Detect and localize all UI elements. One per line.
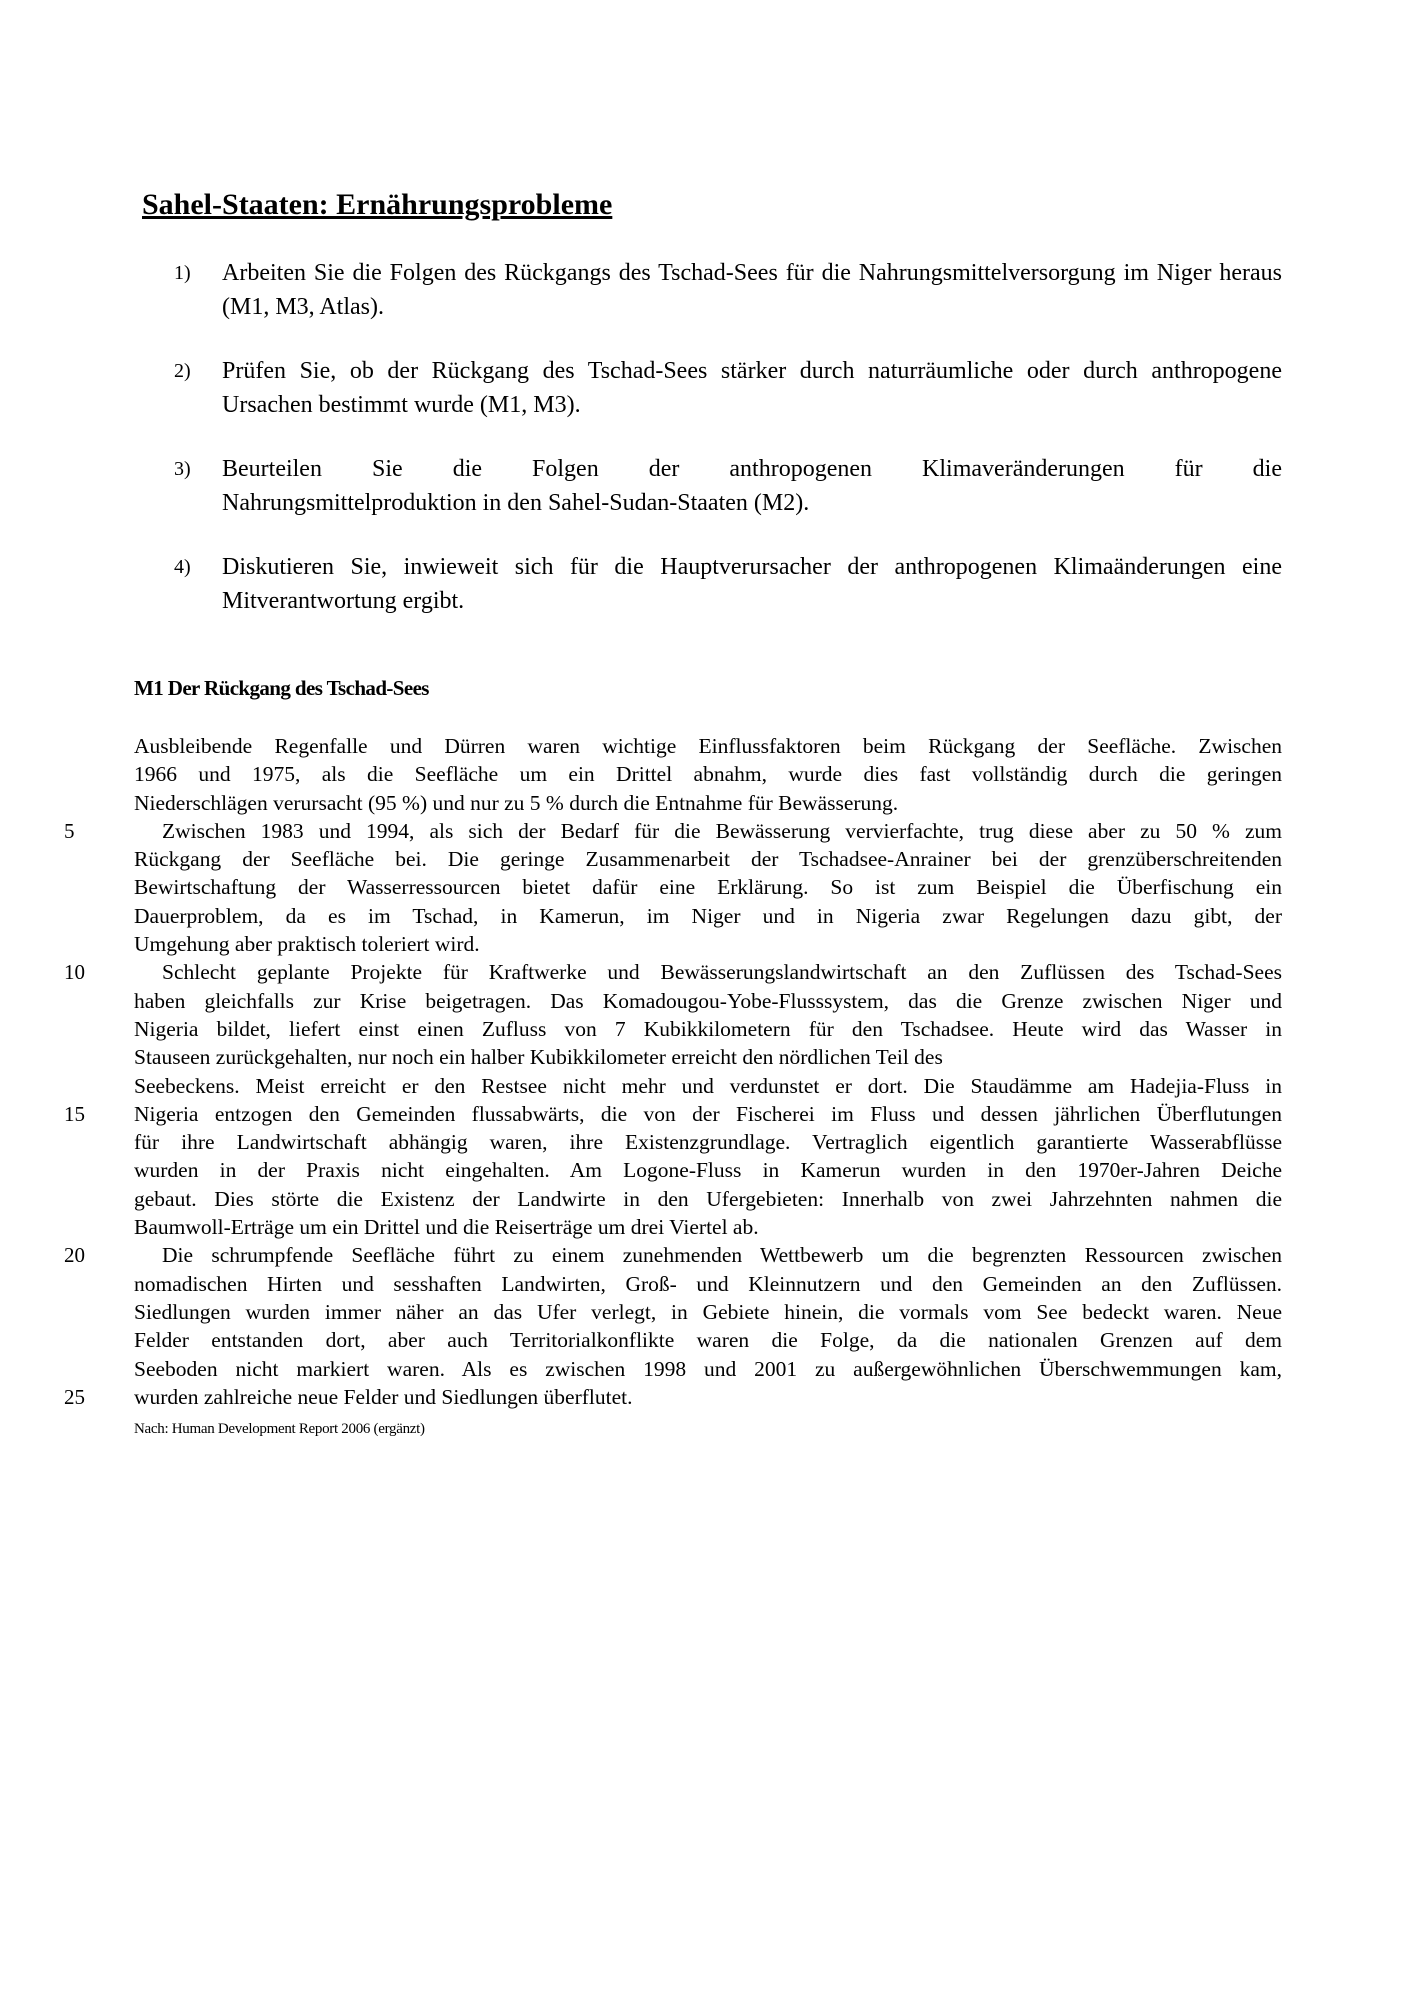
text-line: Baumwoll-Erträge um ein Drittel und die Reiserträge um drei Viertel ab. [134,1215,759,1240]
task-item [172,452,1282,520]
task-item [172,256,1282,324]
text-line: haben gleichfalls zur Krise beigetragen. Das Komadougou-Yobe-Flusssystem, das die Grenze zwischen Niger und [134,988,1282,1013]
material-text [64,732,1282,1411]
text-line: Umgehung aber praktisch toleriert wird. [134,932,480,957]
text-line: wurden in der Praxis nicht eingehalten. Am Logone-Fluss in Kamerun wurden in den 1970er-Jahren Deiche [134,1158,1282,1183]
line-number: 20 [64,1243,85,1268]
text-line: Stauseen zurückgehalten, nur noch ein halber Kubikkilometer erreicht den nördlichen Teil des [134,1045,943,1070]
text-line: Dauerproblem, da es im Tschad, in Kamerun, im Niger und in Nigeria zwar Regelungen dazu gibt, der [134,903,1282,928]
text-line: 1966 und 1975, als die Seefläche um ein Drittel abnahm, wurde dies fast vollständig durch die geringen [134,762,1282,787]
text-line: Bewirtschaftung der Wasserressourcen bietet dafür eine Erklärung. So ist zum Beispiel die Überfischung ein [134,875,1282,900]
task-text: Diskutieren Sie, inwieweit sich für die Hauptverursacher der anthropogenen Klimaänderungen eine Mitverantwortung ergibt. [222,554,1282,614]
text-line: Zwischen 1983 und 1994, als sich der Bedarf für die Bewässerung vervierfachte, trug diese aber zu 50 % zum [162,818,1282,843]
task-number: 3) [174,458,191,480]
line-number: 15 [64,1101,85,1126]
task-item [172,550,1282,618]
line-number: 5 [64,818,75,843]
task-text-line: Beurteilen Sie die Folgen der anthropogenen Klimaveränderungen für die [222,456,1282,482]
text-line: Seebeckens. Meist erreicht er den Restsee nicht mehr und verdunstet er dort. Die Staudämme am Hadejia-Fluss in [134,1073,1282,1098]
text-line: Schlecht geplante Projekte für Kraftwerke und Bewässerungslandwirtschaft an den Zuflüssen des Tschad-Sees [162,960,1282,985]
task-text: Prüfen Sie, ob der Rückgang des Tschad-Sees stärker durch naturräumliche oder durch anthropogene Ursachen bestimmt wurde (M1, M3). [222,358,1282,418]
text-line: Siedlungen wurden immer näher an das Ufer verlegt, in Gebiete hinein, die vormals vom See bedeckt waren. Neue [134,1299,1282,1324]
text-line: Nigeria bildet, liefert einst einen Zufluss von 7 Kubikkilometern für den Tschadsee. Heute wird das Wasser in [134,1016,1282,1041]
text-line: Nigeria entzogen den Gemeinden flussabwärts, die von der Fischerei im Fluss und dessen jährlichen Überflutungen [134,1101,1282,1126]
line-number: 25 [64,1384,85,1409]
text-line: Rückgang der Seefläche bei. Die geringe Zusammenarbeit der Tschadsee-Anrainer bei der grenzüberschreitenden [134,847,1282,872]
text-line: für ihre Landwirtschaft abhängig waren, ihre Existenzgrundlage. Vertraglich eigentlich garantierte Wasserabflüsse [134,1130,1282,1155]
text-line: Die schrumpfende Seefläche führt zu einem zunehmenden Wettbewerb um die begrenzten Ressourcen zwischen [162,1243,1282,1268]
task-number: 2) [174,360,191,382]
line-number: 10 [64,960,85,985]
task-text: Arbeiten Sie die Folgen des Rückgangs des Tschad-Sees für die Nahrungsmittelversorgung im Niger heraus (M1, M3, Atlas). [222,260,1282,320]
task-list [172,256,1282,648]
task-text [222,452,1282,520]
task-number: 4) [174,556,191,578]
text-line: nomadischen Hirten und sesshaften Landwirten, Groß- und Kleinnutzern und den Gemeinden an den Zuflüssen. [134,1271,1282,1296]
task-text-line: Nahrungsmittelproduktion in den Sahel-Sudan-Staaten (M2). [222,490,810,516]
text-line: wurden zahlreiche neue Felder und Siedlungen überflutet. [134,1384,633,1409]
text-line: Niederschlägen verursacht (95 %) und nur zu 5 % durch die Entnahme für Bewässerung. [134,790,899,815]
text-line: gebaut. Dies störte die Existenz der Landwirte in den Ufergebieten: Innerhalb von zwei Jahrzehnten nahmen die [134,1186,1282,1211]
text-line: Ausbleibende Regenfalle und Dürren waren wichtige Einflussfaktoren beim Rückgang der Seefläche. Zwischen [134,734,1282,758]
task-number: 1) [174,262,191,284]
task-item [172,354,1282,422]
page-title: Sahel-Staaten: Ernährungsprobleme [142,188,613,221]
text-line: Felder entstanden dort, aber auch Territorialkonflikte waren die Folge, da die nationalen Grenzen auf dem [134,1328,1282,1353]
source-citation: Nach: Human Development Report 2006 (ergänzt) [134,1421,425,1437]
text-line: Seeboden nicht markiert waren. Als es zwischen 1998 und 2001 zu außergewöhnlichen Überschwemmungen kam, [134,1356,1282,1381]
material-heading: M1 Der Rückgang des Tschad-Sees [134,676,429,700]
